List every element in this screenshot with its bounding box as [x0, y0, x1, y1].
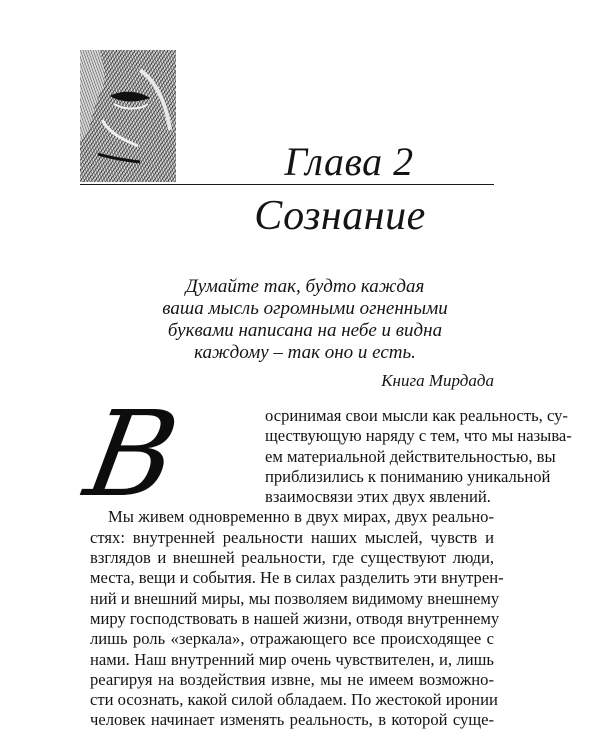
body-line: человек начинает изменять реальность, в которой суще- [90, 710, 494, 730]
body-line: приблизились к пониманию уникальной [265, 466, 551, 486]
drop-cap: В [76, 385, 188, 523]
body-line: ем материальной действительностью, вы [265, 446, 556, 466]
chapter-title: Сознание [254, 193, 426, 239]
body-line: реагируя на воздействия извне, мы не имеем возможно- [90, 669, 494, 689]
epigraph-source: Книга Мирдада [381, 371, 494, 390]
epigraph-line: ваша мысль огромными огненными [162, 298, 448, 319]
body-text [90, 406, 572, 731]
body-line: стях: внутренней реальности наших мыслей, чувств и [90, 527, 494, 547]
epigraph-quote [110, 276, 500, 364]
epigraph-line: Думайте так, будто каждая [185, 276, 425, 297]
epigraph-line: буквами написана на небе и видна [167, 320, 443, 341]
body-line: миру господствовать в нашей жизни, отводя внутреннему [90, 608, 500, 628]
body-line: ществующую наряду с тем, что мы называ- [265, 426, 572, 446]
epigraph-line: каждому – так оно и есть. [194, 342, 416, 363]
body-line: взаимосвязи этих двух явлений. [265, 487, 491, 507]
chapter-label: Глава 2 [284, 139, 414, 184]
body-line: взглядов и внешней реальности, где существуют люди, [90, 548, 494, 568]
body-line: лишь роль «зеркала», отражающего все происходящее с [90, 629, 494, 649]
body-line: сти осознать, какой силой обладаем. По жестокой иронии [90, 690, 498, 710]
body-line: осринимая свои мысли как реальность, су- [265, 406, 568, 425]
header-rule [80, 184, 494, 185]
body-line: нами. Наш внутренний мир очень чувствителен, и, лишь [90, 649, 494, 669]
body-line: Мы живем одновременно в двух мирах, двух реально- [108, 507, 494, 527]
body-line: места, вещи и события. Не в силах разделить эти внутрен- [90, 568, 504, 588]
body-line: ний и внешний миры, мы позволяем видимому внешнему [90, 588, 500, 608]
